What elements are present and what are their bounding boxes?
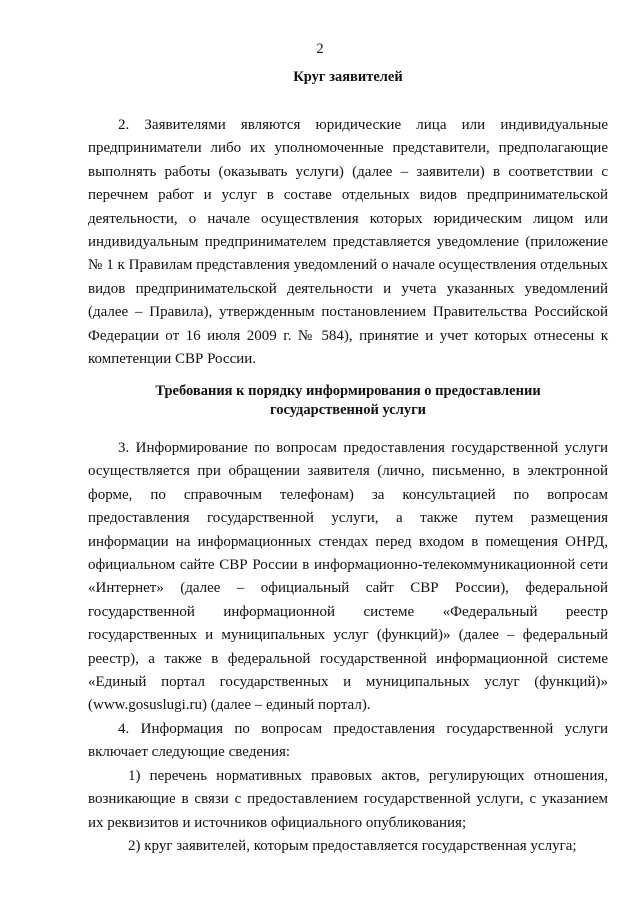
list-item-2: 2) круг заявителей, которым предоставляется государственная услуга; [128, 837, 577, 854]
section-body-applicants [88, 114, 608, 371]
section-heading-line-2: государственной услуги [269, 402, 427, 418]
paragraph-2: 2. Заявителями являются юридические лица или индивидуальные предприниматели либо их уполномоченные представители, предполагающие выполнять работы (оказывать услуги) (далее – заявители) в соответствии с перечнем работ и услуг в составе отдельных видов предпринимательской деятельности, о начале осуществления которых юридическим лицом или индивидуальным предпринимателем представляется уведомление (приложение № 1 к Правилам представления уведомлений о начале осуществления отдельных видов предпринимательской деятельности и учета указанных уведомлений (далее – Правила), утвержденным постановлением Правительства Российской Федерации от 16 июля 2009 г. № 584), принятие и учет которых отнесены к компетенции СВР России. [88, 117, 608, 368]
list-item-1: 1) перечень нормативных правовых актов, регулирующих отношения, возникающие в связи с предоставлением государственной услуги, с указанием их реквизитов и источников официального опубликования; [88, 767, 608, 831]
section-heading-line-1: Требования к порядку информирования о предоставлении [155, 383, 541, 399]
section-body-information [88, 437, 608, 858]
paragraph-3: 3. Информирование по вопросам предоставления государственной услуги осуществляется при обращении заявителя (лично, письменно, в электронной форме, по справочным телефонам) за консультацией по вопросам предоставления государственной услуги, а также путем размещения информации на информационных стендах перед входом в помещения ОНРД, официальном сайте СВР России в информационно-телекоммуникационной сети «Интернет» (далее – официальный сайт СВР России), федеральной государственной информационной системе «Федеральный реестр государственных и муниципальных услуг (функций)» (далее – федеральный реестр), а также в федеральной государственной информационной системе «Единый портал государственных и муниципальных услуг (функций)» (www.gosuslugi.ru) (далее – единый портал). [88, 440, 608, 714]
paragraph-4: 4. Информация по вопросам предоставления государственной услуги включает следующие сведения: [88, 720, 608, 761]
section-heading-applicants: Круг заявителей [293, 69, 403, 85]
section-heading-information [88, 382, 608, 420]
page-number: 2 [316, 41, 324, 57]
